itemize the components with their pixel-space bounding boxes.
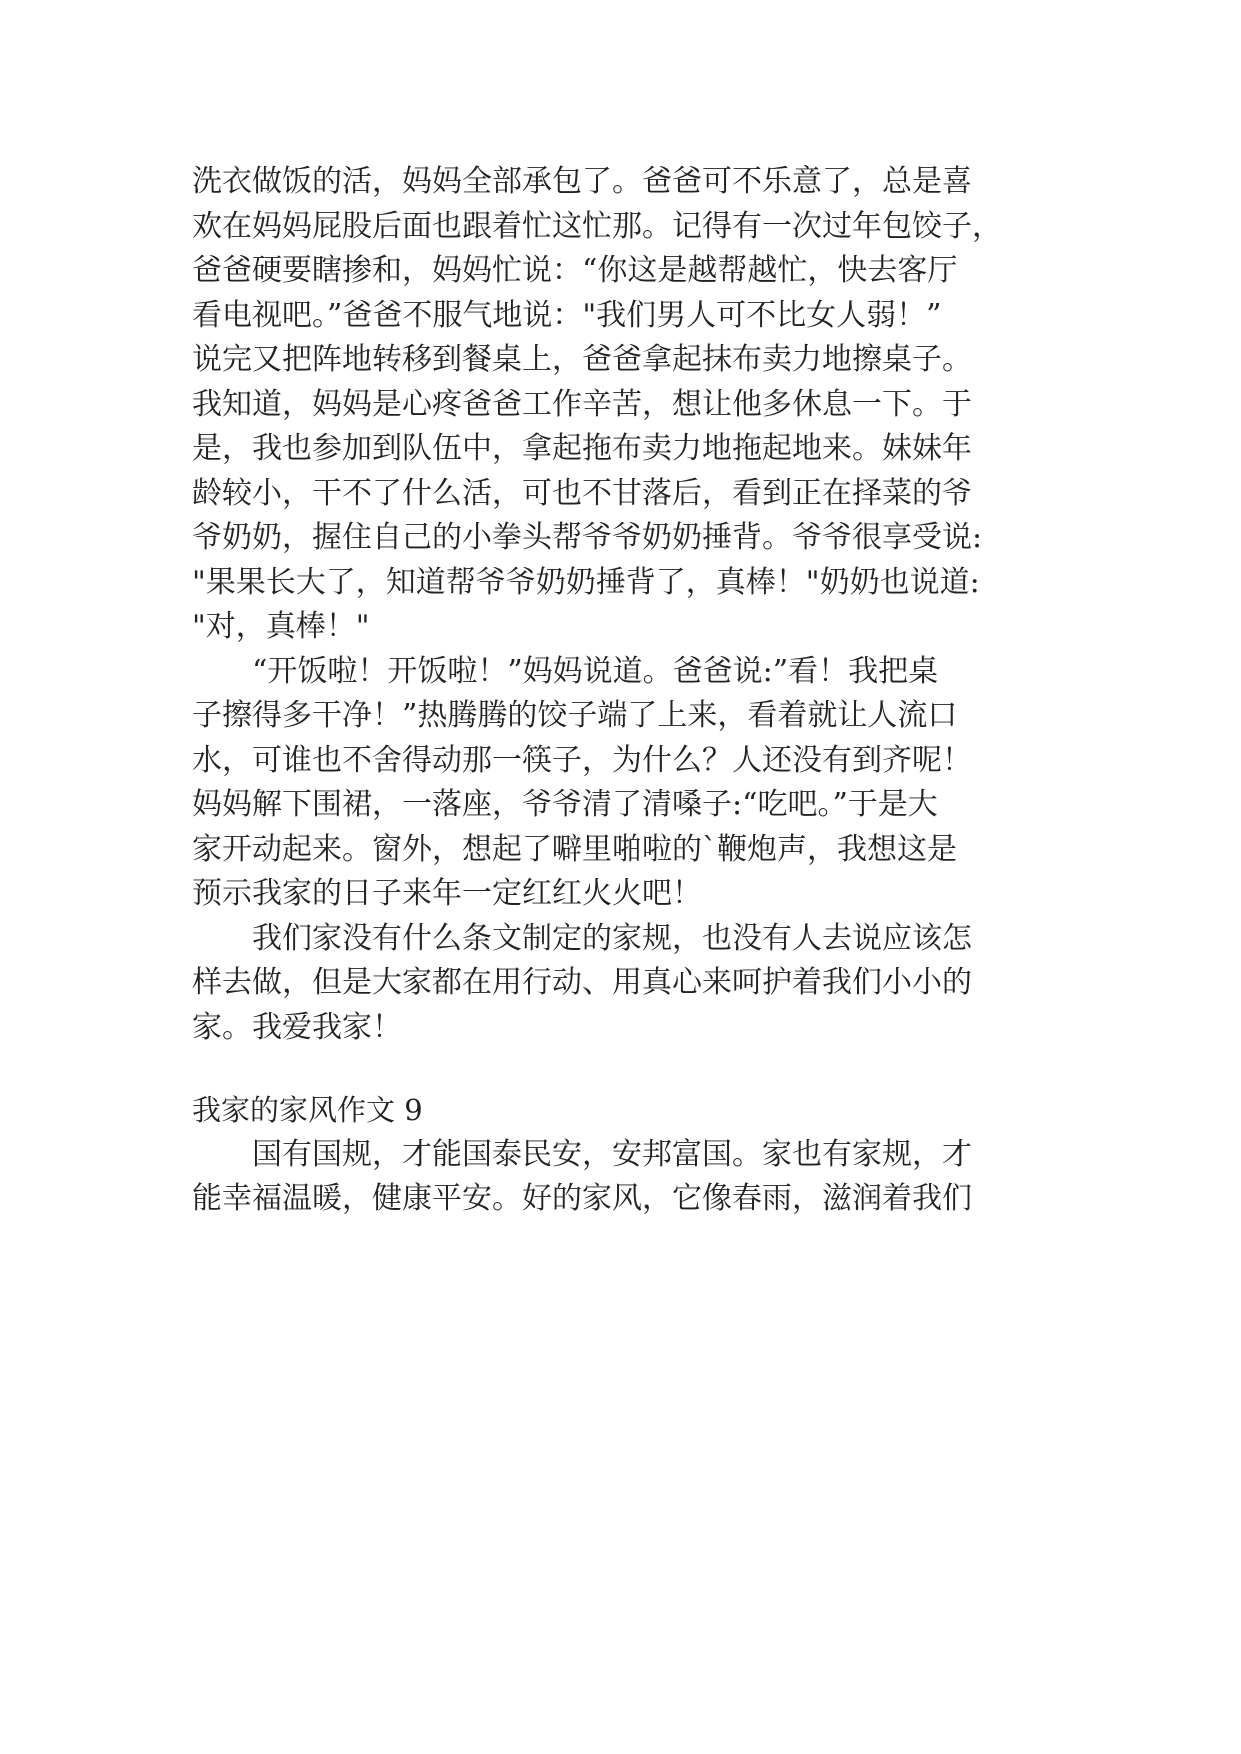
text-line: 看电视吧。”爸爸不服气地说："我们男人可不比女人弱！” [192, 297, 942, 333]
paragraph-2 [192, 650, 1092, 917]
text-line: 水，可谁也不舍得动那一筷子，为什么？人还没有到齐呢！ [192, 742, 972, 778]
paragraph-3 [192, 917, 1092, 1051]
text-line: 国有国规，才能国泰民安，安邦富国。家也有家规，才 [252, 1136, 972, 1172]
section-heading: 我家的家风作文 9 [192, 1093, 423, 1127]
text-line: 洗衣做饭的活，妈妈全部承包了。爸爸可不乐意了，总是喜 [192, 164, 972, 199]
text-line: 龄较小，干不了什么活，可也不甘落后，看到正在择菜的爷 [192, 475, 972, 511]
text-line: 家开动起来。窗外，想起了噼里啪啦的`鞭炮声，我想这是 [192, 831, 957, 867]
text-line: 爷奶奶，握住自己的小拳头帮爷爷奶奶捶背。爷爷很享受说: [192, 520, 983, 555]
text-line: "果果长大了，知道帮爷爷奶奶捶背了，真棒！"奶奶也说道: [192, 564, 980, 600]
text-line: 样去做，但是大家都在用行动、用真心来呵护着我们小小的 [192, 965, 972, 1000]
text-line: 我们家没有什么条文制定的家规，也没有人去说应该怎 [252, 920, 972, 956]
text-line: “开饭啦！开饭啦！”妈妈说道。爸爸说:”看！我把桌 [252, 653, 939, 689]
text-line: 我知道，妈妈是心疼爸爸工作辛苦，想让他多休息一下。于 [192, 386, 972, 422]
text-line: 家。我爱我家！ [192, 1009, 402, 1045]
text-line: 欢在妈妈屁股后面也跟着忙这忙那。记得有一次过年包饺子， [192, 208, 1002, 244]
text-line: 是，我也参加到队伍中，拿起拖布卖力地拖起地来。妹妹年 [192, 431, 972, 466]
text-line: 预示我家的日子来年一定红红火火吧！ [192, 876, 702, 911]
document-body [192, 160, 1092, 1222]
paragraph-4 [192, 1133, 1092, 1222]
text-line: 子擦得多干净！”热腾腾的饺子端了上来，看着就让人流口 [192, 698, 958, 733]
paragraph-1 [192, 160, 1092, 650]
text-line: 妈妈解下围裙，一落座，爷爷清了清嗓子:“吃吧。”于是大 [192, 787, 938, 822]
text-line: 能幸福温暖，健康平安。好的家风，它像春雨，滋润着我们 [192, 1181, 972, 1216]
text-line: 爸爸硬要瞎掺和，妈妈忙说：“你这是越帮越忙，快去客厅 [192, 253, 958, 288]
text-line: "对，真棒！" [192, 609, 370, 644]
text-line: 说完又把阵地转移到餐桌上，爸爸拿起抹布卖力地擦桌子。 [192, 342, 972, 377]
